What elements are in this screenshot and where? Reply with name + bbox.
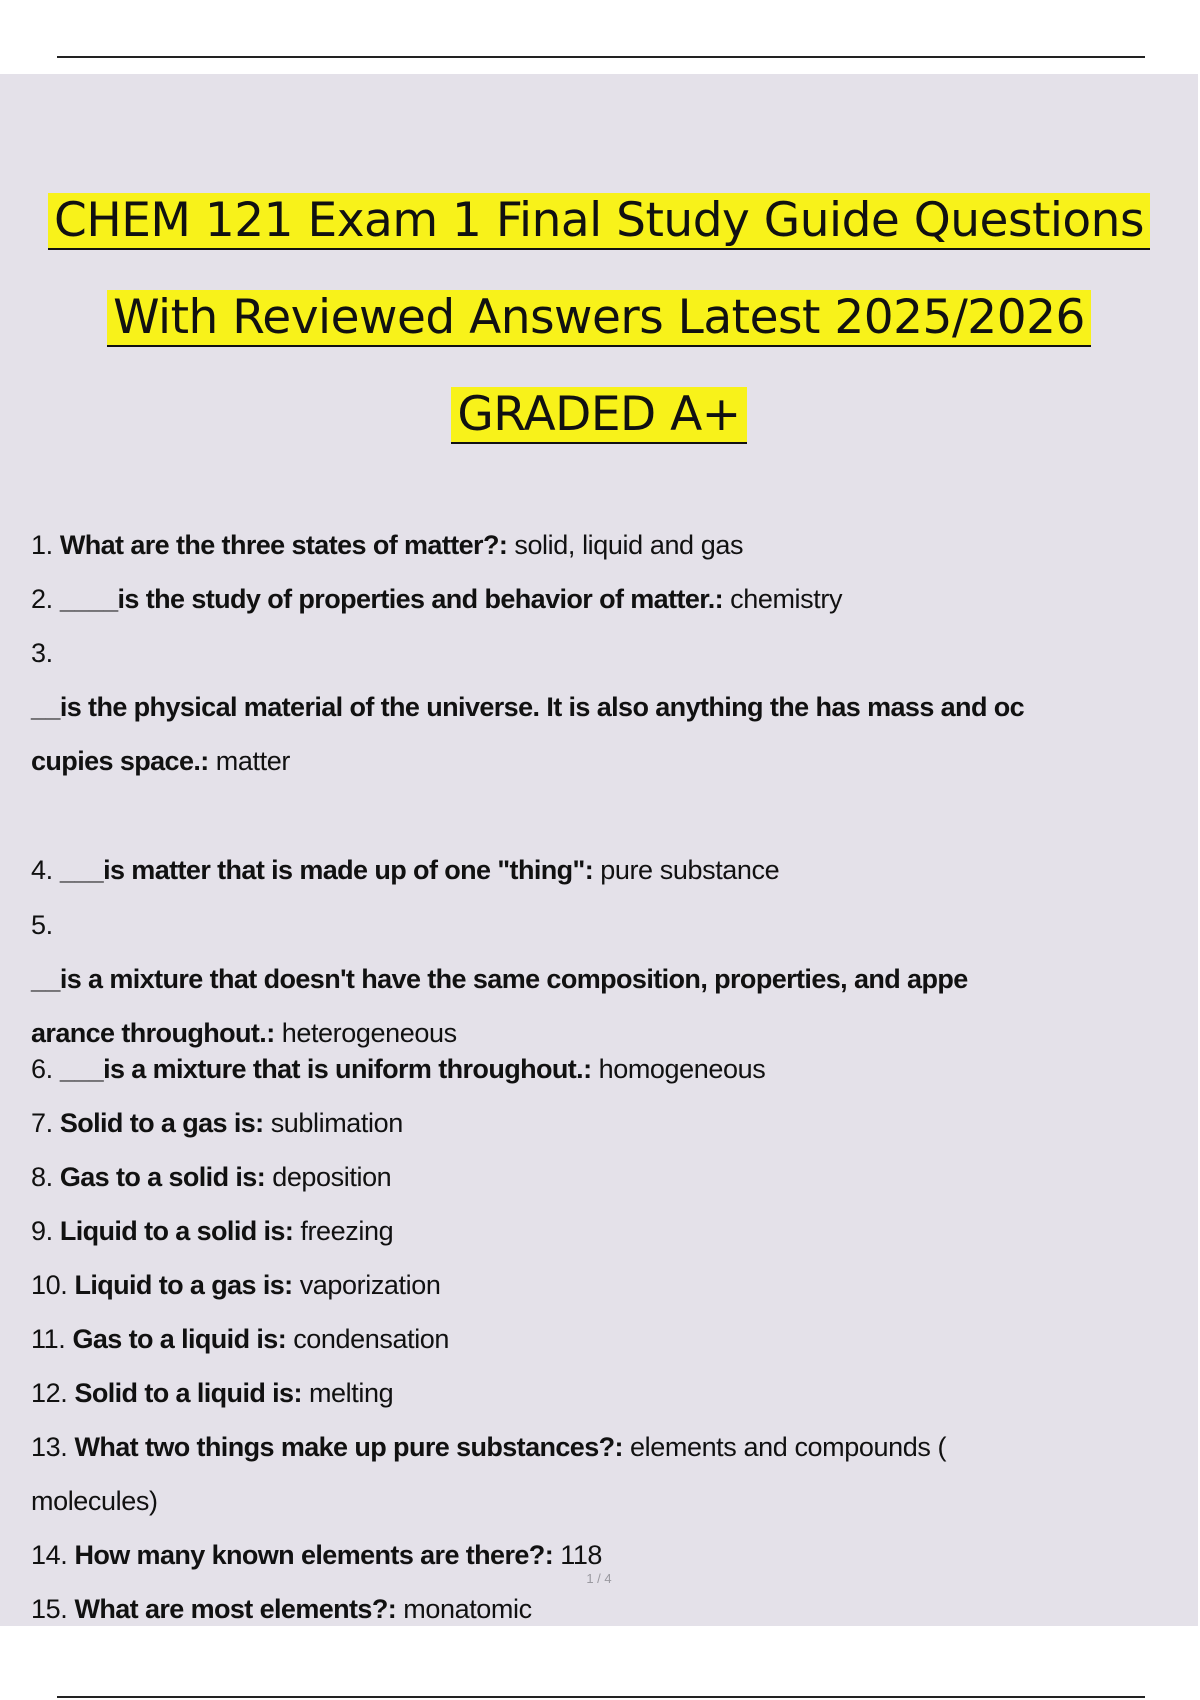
list-item: 6. ___is a mixture that is uniform throughout.: homogeneous — [31, 1054, 766, 1084]
list-item: 9. Liquid to a solid is: freezing — [31, 1216, 394, 1246]
list-item: 2. ____is the study of properties and behavior of matter.: chemistry — [31, 584, 843, 614]
title-line-2: With Reviewed Answers Latest 2025/2026 — [0, 289, 1198, 347]
list-item: 10. Liquid to a gas is: vaporization — [31, 1270, 441, 1300]
title-line-3: GRADED A+ — [0, 386, 1198, 444]
list-item: 3. __is the physical material of the universe. It is also anything the has mass and oc cupies space.: matter — [31, 638, 1025, 776]
list-item: 15. What are most elements?: monatomic — [31, 1594, 532, 1624]
list-item: 7. Solid to a gas is: sublimation — [31, 1108, 403, 1138]
list-item: 5. __is a mixture that doesn't have the same composition, properties, and appe arance throughout.: heterogeneous — [31, 910, 968, 1048]
list-item: 1. What are the three states of matter?: solid, liquid and gas — [31, 530, 744, 560]
list-item: 8. Gas to a solid is: deposition — [31, 1162, 392, 1192]
list-item: 4. ___is matter that is made up of one "thing": pure substance — [31, 855, 780, 885]
document-page — [0, 74, 1198, 1626]
title-line-1: CHEM 121 Exam 1 Final Study Guide Questions — [0, 192, 1198, 250]
list-item: 13. What two things make up pure substances?: elements and compounds ( molecules) — [31, 1432, 947, 1516]
list-item: 12. Solid to a liquid is: melting — [31, 1378, 394, 1408]
page-number: 1 / 4 — [586, 1571, 612, 1586]
bottom-rule — [57, 1696, 1145, 1698]
top-rule — [57, 56, 1145, 58]
list-item: 14. How many known elements are there?: 118 — [31, 1540, 603, 1570]
list-item: 11. Gas to a liquid is: condensation — [31, 1324, 450, 1354]
